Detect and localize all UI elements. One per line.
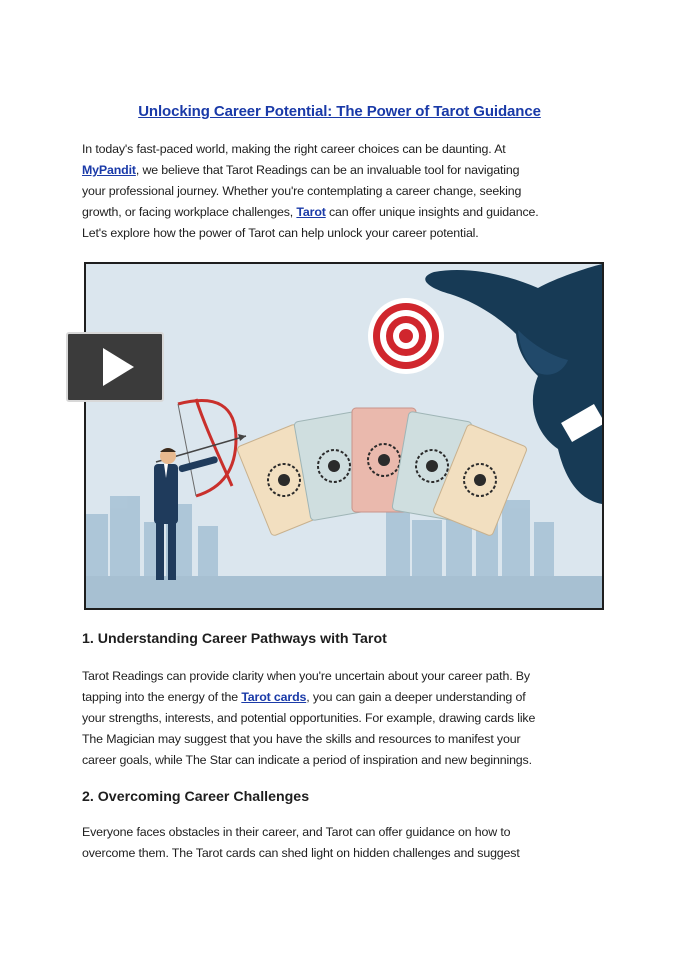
intro-line: In today's fast-paced world, making the right career choices can be daunting. At — [82, 142, 506, 156]
section1-line: tapping into the energy of the Tarot cards, you can gain a deeper understanding of — [82, 689, 526, 704]
tarot-cards-link[interactable]: Tarot cards — [241, 689, 307, 704]
tarot-link[interactable]: Tarot — [296, 204, 326, 219]
section2-line: overcome them. The Tarot cards can shed light on hidden challenges and suggest — [82, 845, 520, 860]
section1-line: Tarot Readings can provide clarity when you're uncertain about your career path. By — [82, 669, 530, 683]
section2-paragraph — [82, 822, 602, 864]
section1-line: career goals, while The Star can indicate a period of inspiration and new beginnings. — [82, 752, 532, 767]
play-icon — [68, 334, 162, 400]
section-heading-career-pathways: 1. Understanding Career Pathways with Tarot — [82, 631, 387, 647]
intro-line: your professional journey. Whether you're contemplating a career change, seeking — [82, 183, 522, 198]
career-tarot-illustration — [84, 262, 604, 610]
mypandit-link[interactable]: MyPandit — [82, 162, 136, 177]
section1-line: your strengths, interests, and potential opportunities. For example, drawing cards like — [82, 710, 536, 725]
play-button[interactable] — [66, 332, 164, 402]
target-icon — [368, 298, 444, 374]
section1-paragraph — [82, 666, 602, 771]
section1-line: The Magician may suggest that you have the skills and resources to manifest your — [82, 731, 521, 746]
intro-line: growth, or facing workplace challenges, Tarot can offer unique insights and guidance. — [82, 204, 539, 219]
ground — [86, 576, 602, 608]
intro-line: MyPandit, we believe that Tarot Readings can be an invaluable tool for navigating — [82, 162, 520, 177]
section2-line: Everyone faces obstacles in their career, and Tarot can offer guidance on how to — [82, 825, 511, 839]
intro-line: Let's explore how the power of Tarot can help unlock your career potential. — [82, 225, 479, 240]
intro-paragraph — [82, 139, 602, 244]
page-title[interactable]: Unlocking Career Potential: The Power of Tarot Guidance — [138, 103, 541, 120]
section-heading-career-challenges: 2. Overcoming Career Challenges — [82, 789, 310, 805]
